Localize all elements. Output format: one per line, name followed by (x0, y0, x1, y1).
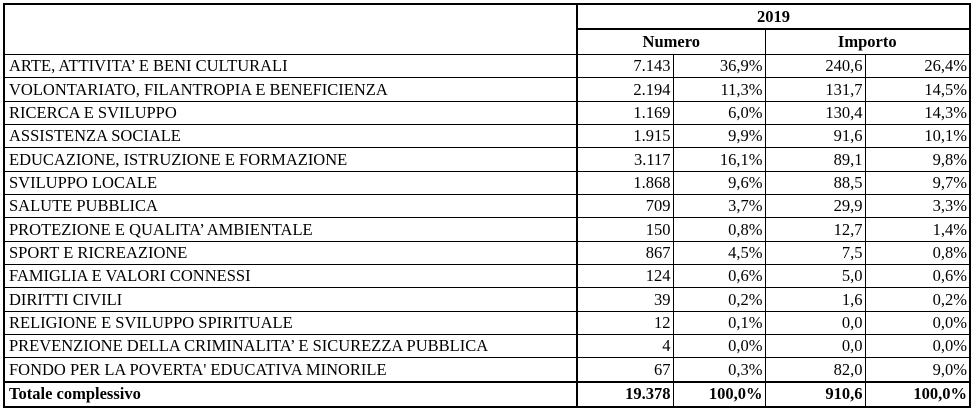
row-importo-pct: 10,1% (865, 125, 970, 148)
year-header: 2019 (577, 4, 970, 29)
row-numero-pct: 0,1% (673, 311, 765, 334)
table-row (4, 218, 970, 241)
row-label: ASSISTENZA SOCIALE (4, 125, 577, 148)
row-numero: 4 (577, 335, 673, 358)
table-row (4, 241, 970, 264)
row-numero-pct: 4,5% (673, 241, 765, 264)
row-numero-pct: 0,2% (673, 288, 765, 311)
row-importo: 91,6 (765, 125, 865, 148)
row-label: SPORT E RICREAZIONE (4, 241, 577, 264)
table-row (4, 78, 970, 101)
row-importo: 130,4 (765, 101, 865, 124)
row-numero: 709 (577, 195, 673, 218)
header-blank-cell (4, 4, 577, 55)
row-numero-pct: 36,9% (673, 55, 765, 78)
table-row (4, 171, 970, 194)
row-numero: 2.194 (577, 78, 673, 101)
data-table (3, 3, 971, 408)
total-importo: 910,6 (765, 382, 865, 407)
row-importo: 88,5 (765, 171, 865, 194)
table-row (4, 125, 970, 148)
row-numero-pct: 11,3% (673, 78, 765, 101)
row-importo-pct: 14,3% (865, 101, 970, 124)
row-importo-pct: 1,4% (865, 218, 970, 241)
row-importo-pct: 9,8% (865, 148, 970, 171)
row-importo: 0,0 (765, 335, 865, 358)
row-importo: 240,6 (765, 55, 865, 78)
row-numero: 124 (577, 265, 673, 288)
total-label: Totale complessivo (4, 382, 577, 407)
header-row-year (4, 4, 970, 29)
table-row (4, 55, 970, 78)
row-importo: 29,9 (765, 195, 865, 218)
row-numero-pct: 3,7% (673, 195, 765, 218)
row-label: SALUTE PUBBLICA (4, 195, 577, 218)
row-importo-pct: 0,0% (865, 335, 970, 358)
row-numero-pct: 0,8% (673, 218, 765, 241)
row-numero: 67 (577, 358, 673, 382)
row-importo-pct: 14,5% (865, 78, 970, 101)
row-importo-pct: 9,0% (865, 358, 970, 382)
row-importo: 1,6 (765, 288, 865, 311)
row-label: DIRITTI CIVILI (4, 288, 577, 311)
importo-header: Importo (765, 29, 970, 55)
row-label: EDUCAZIONE, ISTRUZIONE E FORMAZIONE (4, 148, 577, 171)
row-numero: 1.868 (577, 171, 673, 194)
row-importo: 5,0 (765, 265, 865, 288)
table-row (4, 358, 970, 382)
table-row (4, 265, 970, 288)
row-numero-pct: 9,6% (673, 171, 765, 194)
row-importo: 12,7 (765, 218, 865, 241)
row-importo: 0,0 (765, 311, 865, 334)
row-importo-pct: 9,7% (865, 171, 970, 194)
row-importo-pct: 0,0% (865, 311, 970, 334)
row-importo: 131,7 (765, 78, 865, 101)
row-importo: 82,0 (765, 358, 865, 382)
total-row (4, 382, 970, 407)
row-numero-pct: 0,6% (673, 265, 765, 288)
row-label: PROTEZIONE E QUALITA’ AMBIENTALE (4, 218, 577, 241)
table-row (4, 288, 970, 311)
row-label: VOLONTARIATO, FILANTROPIA E BENEFICIENZA (4, 78, 577, 101)
row-numero-pct: 16,1% (673, 148, 765, 171)
total-numero: 19.378 (577, 382, 673, 407)
row-numero-pct: 9,9% (673, 125, 765, 148)
row-numero: 1.915 (577, 125, 673, 148)
row-numero: 1.169 (577, 101, 673, 124)
row-label: FONDO PER LA POVERTA' EDUCATIVA MINORILE (4, 358, 577, 382)
row-numero: 39 (577, 288, 673, 311)
table-row (4, 335, 970, 358)
table-row (4, 195, 970, 218)
row-numero: 150 (577, 218, 673, 241)
row-label: FAMIGLIA E VALORI CONNESSI (4, 265, 577, 288)
row-numero: 7.143 (577, 55, 673, 78)
total-numero-pct: 100,0% (673, 382, 765, 407)
table-row (4, 101, 970, 124)
table-body (4, 55, 970, 382)
table-row (4, 311, 970, 334)
row-numero: 3.117 (577, 148, 673, 171)
row-numero-pct: 6,0% (673, 101, 765, 124)
row-importo-pct: 3,3% (865, 195, 970, 218)
row-label: PREVENZIONE DELLA CRIMINALITA’ E SICUREZZA PUBBLICA (4, 335, 577, 358)
row-numero: 867 (577, 241, 673, 264)
total-importo-pct: 100,0% (865, 382, 970, 407)
row-numero-pct: 0,0% (673, 335, 765, 358)
row-importo: 89,1 (765, 148, 865, 171)
row-numero: 12 (577, 311, 673, 334)
row-importo-pct: 0,8% (865, 241, 970, 264)
row-label: RELIGIONE E SVILUPPO SPIRITUALE (4, 311, 577, 334)
row-numero-pct: 0,3% (673, 358, 765, 382)
row-importo-pct: 0,6% (865, 265, 970, 288)
row-importo-pct: 26,4% (865, 55, 970, 78)
row-label: ARTE, ATTIVITA’ E BENI CULTURALI (4, 55, 577, 78)
table-row (4, 148, 970, 171)
numero-header: Numero (577, 29, 765, 55)
row-importo-pct: 0,2% (865, 288, 970, 311)
row-importo: 7,5 (765, 241, 865, 264)
row-label: RICERCA E SVILUPPO (4, 101, 577, 124)
row-label: SVILUPPO LOCALE (4, 171, 577, 194)
table-container (3, 3, 969, 408)
